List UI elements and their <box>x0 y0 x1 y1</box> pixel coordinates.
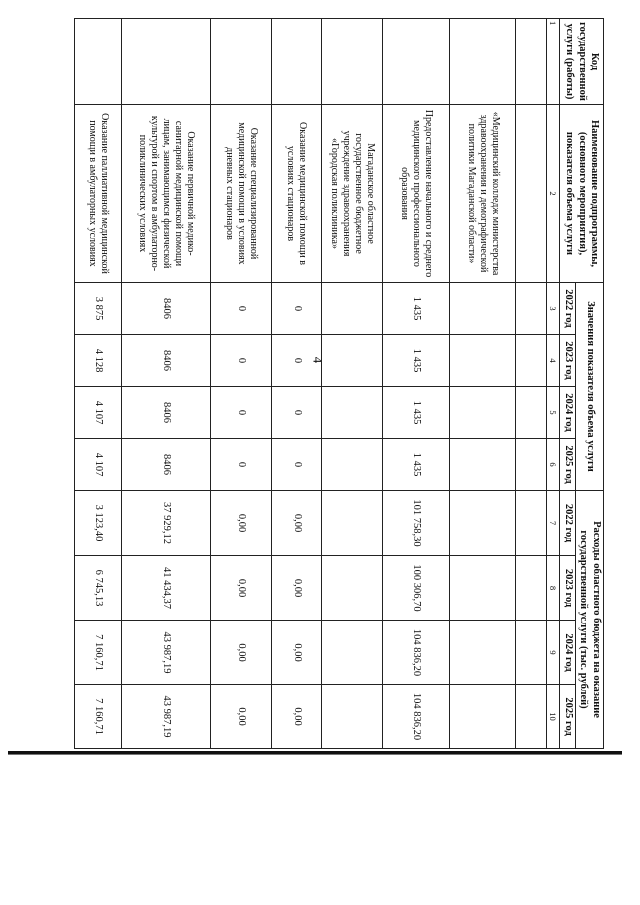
expense-cell: 6 745,13 <box>75 556 122 621</box>
expense-cell: 0,00 <box>272 491 322 556</box>
volume-cell: 8406 <box>122 335 210 387</box>
volume-cell: 0 <box>210 283 272 335</box>
name-cell: Оказание паллиативной медицинской помощи в амбулаторных условиях <box>75 105 122 283</box>
volume-cell: 0 <box>210 439 272 491</box>
table-row <box>122 19 210 749</box>
volume-cell <box>449 283 516 335</box>
volume-cell <box>321 387 383 439</box>
column-index-row <box>546 19 560 749</box>
header-expense-year: 2023 год <box>560 556 576 621</box>
volume-cell: 0 <box>210 387 272 439</box>
volume-cell <box>516 335 546 387</box>
volume-cell: 8406 <box>122 283 210 335</box>
expense-cell <box>321 491 383 556</box>
name-cell <box>516 105 546 283</box>
volume-cell <box>321 283 383 335</box>
name-cell: Предоставление начального и среднего медицинского профессионального образования <box>383 105 450 283</box>
expense-cell: 43 987,19 <box>122 621 210 685</box>
volume-cell: 8406 <box>122 439 210 491</box>
volume-cell <box>516 439 546 491</box>
name-cell: Магаданское областное государственное бюджетное учреждение здравоохранения «Городская поликлиника» <box>321 105 383 283</box>
expense-cell: 0,00 <box>210 685 272 749</box>
volume-cell <box>516 283 546 335</box>
column-index: 8 <box>546 556 560 621</box>
expense-cell <box>449 556 516 621</box>
volume-cell: 3 875 <box>75 283 122 335</box>
column-index: 5 <box>546 387 560 439</box>
name-cell: Оказание первичной медико-санитарной медицинской помощи лицам, занимающимся физической культурой и спортом в амбулаторно-поликлинических условиях <box>122 105 210 283</box>
expense-cell <box>449 621 516 685</box>
column-index: 2 <box>546 105 560 283</box>
expense-cell <box>516 491 546 556</box>
table-row <box>321 19 383 749</box>
volume-cell: 1 435 <box>383 283 450 335</box>
header-expense-group: Расходы областного бюджета на оказание государственной услуги (тыс. рублей) <box>575 491 603 749</box>
code-cell <box>210 19 272 105</box>
code-cell <box>321 19 383 105</box>
expense-cell <box>449 491 516 556</box>
services-table <box>74 18 604 749</box>
expense-cell <box>321 621 383 685</box>
column-index: 7 <box>546 491 560 556</box>
volume-cell: 0 <box>272 439 322 491</box>
header-code: Код государственной услуги (работы) <box>560 19 604 105</box>
volume-cell <box>321 439 383 491</box>
column-index: 6 <box>546 439 560 491</box>
table-row <box>75 19 122 749</box>
volume-cell: 4 128 <box>75 335 122 387</box>
expense-cell: 7 160,71 <box>75 621 122 685</box>
header-expense-year: 2025 год <box>560 685 576 749</box>
expense-cell <box>449 685 516 749</box>
volume-cell: 1 435 <box>383 439 450 491</box>
expense-cell: 3 123,40 <box>75 491 122 556</box>
table-row <box>383 19 450 749</box>
expense-cell: 0,00 <box>272 685 322 749</box>
volume-cell <box>321 335 383 387</box>
expense-cell <box>516 685 546 749</box>
header-volume-year: 2023 год <box>560 335 576 387</box>
code-cell <box>122 19 210 105</box>
expense-cell: 37 929,12 <box>122 491 210 556</box>
header-expense-year: 2024 год <box>560 621 576 685</box>
code-cell <box>272 19 322 105</box>
header-volume-year: 2024 год <box>560 387 576 439</box>
column-index: 1 <box>546 19 560 105</box>
expense-cell <box>516 621 546 685</box>
volume-cell: 0 <box>210 335 272 387</box>
column-index: 3 <box>546 283 560 335</box>
expense-cell: 0,00 <box>272 621 322 685</box>
column-index: 10 <box>546 685 560 749</box>
volume-cell: 4 107 <box>75 387 122 439</box>
volume-cell <box>449 439 516 491</box>
expense-cell: 0,00 <box>210 621 272 685</box>
header-volume-year: 2022 год <box>560 283 576 335</box>
header-volume-year: 2025 год <box>560 439 576 491</box>
column-index: 4 <box>546 335 560 387</box>
name-cell: Оказание специализированной медицинской помощи в условиях дневных стационаров <box>210 105 272 283</box>
column-index: 9 <box>546 621 560 685</box>
table-row <box>449 19 516 749</box>
header-name: Наименование подпрограммы, (основного мероприятия), показателя объема услуги <box>560 105 604 283</box>
expense-cell: 104 836,20 <box>383 685 450 749</box>
volume-cell <box>516 387 546 439</box>
volume-cell <box>449 335 516 387</box>
header-volume-group: Значения показателя объема услуги <box>575 283 603 491</box>
table-row <box>210 19 272 749</box>
volume-cell: 1 435 <box>383 335 450 387</box>
expense-cell: 0,00 <box>210 556 272 621</box>
volume-cell <box>449 387 516 439</box>
code-cell <box>75 19 122 105</box>
expense-cell: 0,00 <box>210 491 272 556</box>
header-expense-year: 2022 год <box>560 491 576 556</box>
expense-cell: 104 836,20 <box>383 621 450 685</box>
volume-cell: 8406 <box>122 387 210 439</box>
expense-cell <box>516 556 546 621</box>
expense-cell: 100 306,70 <box>383 556 450 621</box>
table-row <box>272 19 322 749</box>
expense-cell: 41 434,37 <box>122 556 210 621</box>
expense-cell: 101 758,30 <box>383 491 450 556</box>
expense-cell <box>321 556 383 621</box>
volume-cell: 1 435 <box>383 387 450 439</box>
expense-cell <box>321 685 383 749</box>
expense-cell: 43 987,19 <box>122 685 210 749</box>
volume-cell: 0 <box>272 387 322 439</box>
volume-cell: 4 107 <box>75 439 122 491</box>
rotated-table-area <box>74 18 604 748</box>
volume-cell: 0 <box>272 335 322 387</box>
expense-cell: 0,00 <box>272 556 322 621</box>
name-cell: «Медицинский колледж министерства здравоохранения и демографической политики Магаданской области» <box>449 105 516 283</box>
name-cell: Оказание медицинской помощи в условиях стационаров <box>272 105 322 283</box>
table-sheet <box>74 18 604 748</box>
code-cell <box>516 19 546 105</box>
expense-cell: 7 160,71 <box>75 685 122 749</box>
code-cell <box>383 19 450 105</box>
page-rule-thin <box>8 754 622 755</box>
volume-cell: 0 <box>272 283 322 335</box>
page-number: 4 <box>310 356 326 364</box>
table-row <box>516 19 546 749</box>
code-cell <box>449 19 516 105</box>
